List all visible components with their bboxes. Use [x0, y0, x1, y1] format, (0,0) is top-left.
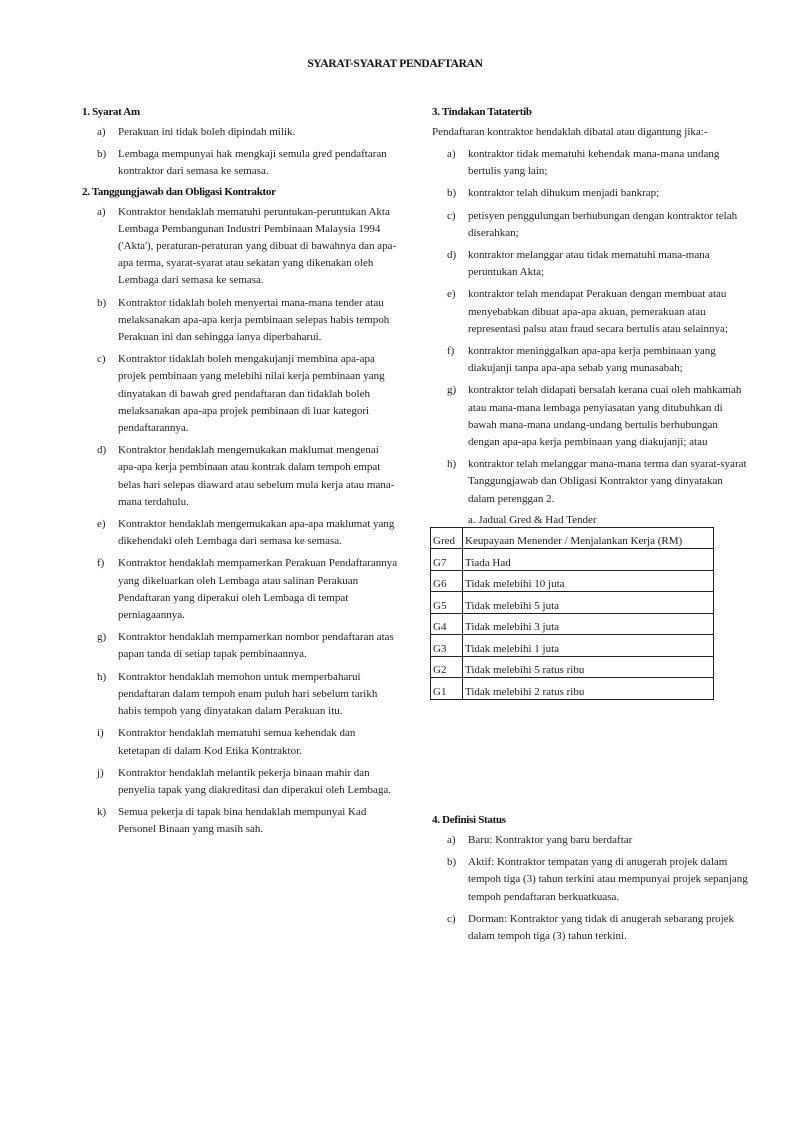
item-marker: a) — [97, 205, 106, 218]
item-marker: f) — [447, 345, 455, 358]
table-caption: a. Jadual Gred & Had Tender — [468, 513, 597, 526]
table-header-row — [431, 527, 714, 549]
list-item — [82, 765, 400, 799]
grade-cell: G6 — [431, 570, 463, 592]
item-text: Kontraktor hendaklah mematuhi peruntukan-peruntukan Akta Lembaga Pembangunan Industri Pembinaan Malaysia 1994 ('Akta'), peraturan-peraturan yang dibuat di bawahnya dan apa-apa terma, syarat-syarat atau sekatan yang dikenakan oleh Lembaga dari semasa ke semasa. — [118, 205, 397, 287]
limit-cell: Tidak melebihi 10 juta — [463, 570, 714, 592]
item-text: Kontraktor hendaklah memohon untuk memperbaharui pendaftaran dalam tempoh enam puluh hari sebelum tarikh habis tempoh yang dinyatakan dalam Perakuan itu. — [118, 670, 378, 718]
section-2-list — [82, 204, 400, 839]
item-marker: d) — [97, 444, 107, 457]
section-3-list — [432, 146, 752, 508]
section-4 — [432, 812, 752, 950]
list-item — [82, 669, 400, 721]
grade-cell: G4 — [431, 613, 463, 635]
list-item — [432, 382, 752, 451]
item-marker: d) — [447, 249, 457, 262]
item-marker: f) — [97, 557, 105, 570]
item-text: Aktif: Kontraktor tempatan yang di anugerah projek dalam tempoh tiga (3) tahun terkini atau mempunyai projek sepanjang tempoh pendaftaran berkuatkuasa. — [468, 856, 748, 903]
item-text: Kontraktor hendaklah mempamerkan Perakuan Pendaftarannya yang dikeluarkan oleh Lembaga atau salinan Perakuan Pendaftaran yang diperakui oleh Lembaga di tempat perniagaannya. — [118, 557, 398, 622]
list-item — [82, 629, 400, 663]
list-item — [82, 725, 400, 759]
section-3-intro: Pendaftaran kontraktor hendaklah dibatal atau digantung jika:- — [432, 126, 708, 138]
list-item — [432, 286, 752, 338]
item-marker: b) — [97, 296, 107, 309]
grade-cell: G2 — [431, 656, 463, 678]
list-item — [82, 204, 400, 290]
item-marker: a) — [447, 834, 456, 846]
item-marker: e) — [97, 518, 106, 531]
list-item — [82, 351, 400, 437]
item-text: kontraktor telah dihukum menjadi bankrap; — [468, 187, 660, 200]
section-4-list — [432, 832, 752, 945]
table-row — [431, 656, 714, 678]
item-text: Kontraktor hendaklah mempamerkan nombor pendaftaran atas papan tanda di setiap tapak pembinaannya. — [118, 631, 394, 661]
item-marker: b) — [447, 187, 457, 200]
list-item — [432, 456, 752, 508]
item-text: kontraktor meninggalkan apa-apa kerja pembinaan yang diakujanji tanpa apa-apa sebab yang munasabah; — [468, 345, 716, 375]
list-item — [432, 247, 752, 281]
item-text: Lembaga mempunyai hak mengkaji semula gred pendaftaran kontraktor dari semasa ke semasa. — [118, 148, 387, 178]
table-row — [431, 635, 714, 657]
grade-cell: G1 — [431, 678, 463, 700]
limit-cell: Tiada Had — [463, 549, 714, 571]
grade-table — [430, 527, 714, 700]
list-item — [432, 185, 752, 202]
item-marker: j) — [97, 766, 104, 779]
item-marker: e) — [447, 288, 456, 301]
section-3-heading: 3. Tindakan Tatatertib — [432, 106, 532, 118]
item-text: Dorman: Kontraktor yang tidak di anugerah sebarang projek dalam tempoh tiga (3) tahun terkini. — [468, 912, 735, 943]
item-marker: a) — [97, 126, 106, 138]
list-item — [82, 804, 400, 838]
item-text: Semua pekerja di tapak bina hendaklah mempunyai Kad Personel Binaan yang masih sah. — [118, 806, 367, 836]
item-marker: c) — [97, 353, 106, 366]
item-text: kontraktor melanggar atau tidak mematuhi mana-mana peruntukan Akta; — [468, 249, 710, 279]
item-marker: h) — [447, 458, 457, 471]
item-text: Baru: Kontraktor yang baru berdaftar — [468, 834, 633, 846]
list-item — [82, 146, 400, 180]
limit-cell: Tidak melebihi 3 juta — [463, 613, 714, 635]
table-row — [431, 678, 714, 700]
document-title: SYARAT-SYARAT PENDAFTARAN — [307, 58, 483, 70]
section-2-heading: 2. Tanggungjawab dan Obligasi Kontraktor — [82, 185, 276, 198]
item-text: Kontraktor hendaklah mengemukakan apa-apa maklumat yang dikehendaki oleh Lembaga dari semasa ke semasa. — [118, 518, 395, 548]
item-text: Perakuan ini tidak boleh dipindah milik. — [118, 126, 296, 138]
limit-cell: Tidak melebihi 1 juta — [463, 635, 714, 657]
limit-cell: Tidak melebihi 2 ratus ribu — [463, 678, 714, 700]
list-item — [82, 442, 400, 511]
limit-cell: Tidak melebihi 5 ratus ribu — [463, 656, 714, 678]
table-row — [431, 613, 714, 635]
list-item — [432, 146, 752, 180]
list-item — [432, 832, 752, 849]
item-marker: g) — [97, 631, 107, 644]
right-column — [432, 104, 752, 700]
item-marker: c) — [447, 209, 456, 222]
grade-cell: G3 — [431, 635, 463, 657]
item-text: Kontraktor hendaklah mematuhi semua kehendak dan ketetapan di dalam Kod Etika Kontraktor. — [118, 727, 356, 757]
section-4-heading: 4. Definisi Status — [432, 814, 506, 826]
section-1-list — [82, 124, 400, 181]
item-marker: a) — [447, 148, 456, 160]
item-text: petisyen penggulungan berhubungan dengan kontraktor telah diserahkan; — [468, 209, 738, 239]
grade-cell: G5 — [431, 592, 463, 614]
header-cell-capacity: Keupayaan Menender / Menjalankan Kerja (RM) — [463, 527, 714, 549]
item-text: kontraktor telah didapati bersalah kerana cuai oleh mahkamah atau mana-mana lembaga penyiasatan yang ditubuhkan di bawah mana-mana undang-undang bertulis berhubungan dengan apa-apa kerja pembinaan yang diakujanji; atau — [468, 384, 742, 449]
item-text: Kontraktor tidaklah boleh menyertai mana-mana tender atau melaksanakan apa-apa kerja pembinaan selepas habis tempoh Perakuan ini dan sehingga ianya diperbaharui. — [118, 296, 390, 344]
item-marker: b) — [447, 856, 457, 869]
list-item — [82, 295, 400, 347]
item-text: Kontraktor tidaklah boleh mengakujanji membina apa-apa projek pembinaan yang melebihi nilai kerja pembinaan yang dinyatakan di bawah gred pendaftaran dan tidaklah boleh melaksanakan apa-apa projek pembinaan di luar kategori pendaftarannya. — [118, 353, 385, 435]
table-row — [431, 570, 714, 592]
list-item — [432, 208, 752, 242]
item-text: kontraktor telah melanggar mana-mana terma dan syarat-syarat Tanggungjawab dan Obligasi Kontraktor yang dinyatakan dalam perenggan 2. — [468, 458, 747, 505]
item-marker: k) — [97, 806, 107, 819]
list-item — [82, 124, 400, 141]
table-row — [431, 592, 714, 614]
limit-cell: Tidak melebihi 5 juta — [463, 592, 714, 614]
item-marker: i) — [97, 727, 104, 740]
list-item — [432, 343, 752, 377]
table-row — [431, 549, 714, 571]
header-cell-gred: Gred — [431, 527, 463, 549]
section-1-heading: 1. Syarat Am — [82, 106, 140, 118]
left-column — [82, 104, 400, 844]
item-text: Kontraktor hendaklah mengemukakan maklumat mengenai apa-apa kerja pembinaan atau kontrak dalam tempoh empat belas hari selepas diaward atau sebelum mula kerja atau mana-mana terdahulu. — [118, 444, 395, 508]
list-item — [82, 555, 400, 624]
item-text: kontraktor tidak mematuhi kehendak mana-mana undang bertulis yang lain; — [468, 148, 720, 178]
list-item — [432, 854, 752, 906]
list-item — [82, 516, 400, 550]
item-text: kontraktor telah mendapat Perakuan dengan membuat atau menyebabkan dibuat apa-apa akuan, pemerakuan atau representasi palsu atau fraud secara bertulis atau selainnya; — [468, 288, 728, 335]
item-marker: h) — [97, 670, 107, 683]
item-marker: g) — [447, 384, 457, 397]
grade-cell: G7 — [431, 549, 463, 571]
item-marker: c) — [447, 912, 456, 925]
item-text: Kontraktor hendaklah melantik pekerja binaan mahir dan penyelia tapak yang diakreditasi dan diperakui oleh Lembaga. — [118, 766, 392, 796]
list-item — [432, 911, 752, 945]
item-marker: b) — [97, 148, 107, 161]
